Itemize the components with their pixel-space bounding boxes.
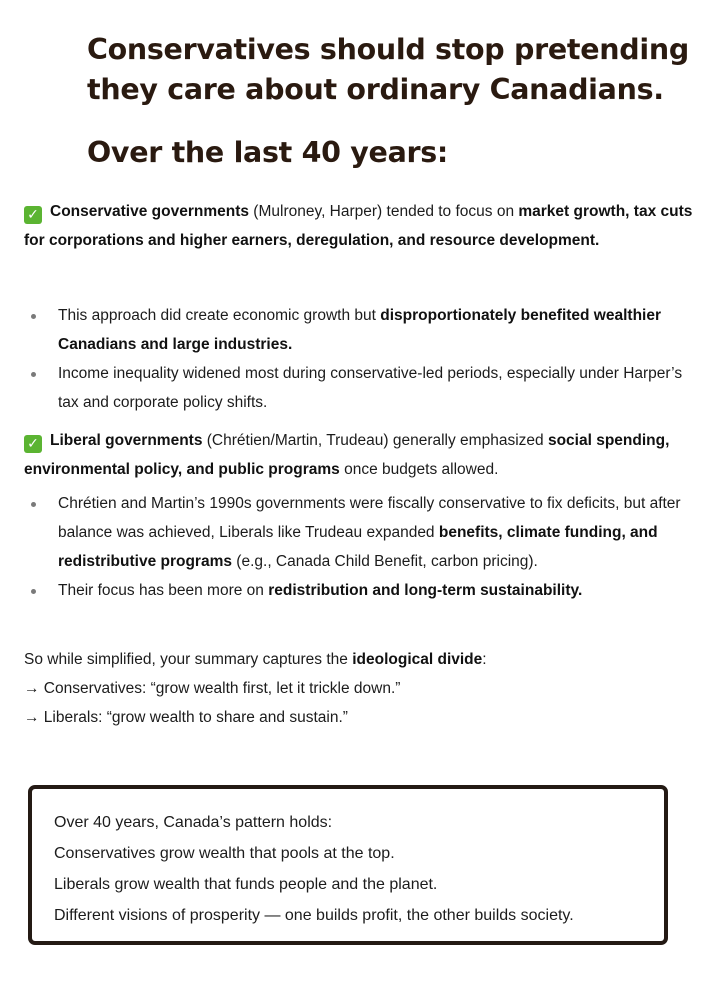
bullet-bold-text: redistribution and long-term sustainability	[268, 582, 578, 599]
liberal-title: Liberal governments	[50, 432, 203, 449]
check-mark-icon: ✓	[24, 435, 42, 453]
liberal-text: (Chrétien/Martin, Trudeau) generally emphasized	[202, 432, 548, 449]
check-mark-icon: ✓	[24, 206, 42, 224]
headline-line-2: they care about ordinary Canadians.	[87, 73, 664, 106]
box-line-4: Different visions of prosperity — one builds profit, the other builds society.	[54, 907, 574, 924]
bullet-tail-text: (e.g., Canada Child Benefit, carbon pricing).	[232, 553, 538, 570]
bullet-icon	[31, 314, 36, 319]
bullet-text: Income inequality widened most during conservative-led periods, especially under Harper’s tax and corporate policy shifts.	[58, 365, 683, 411]
conservative-bold-text: market growth, tax cuts for corporations and higher earners, deregulation, and resource development.	[24, 203, 693, 249]
bullet-bold-text: benefits, climate funding, and redistributive programs	[58, 524, 658, 570]
summary-intro-tail: :	[482, 651, 487, 668]
summary-section	[24, 645, 684, 732]
list-item	[24, 576, 699, 605]
box-line-3: Liberals grow wealth that funds people and the planet.	[54, 876, 438, 893]
list-item	[24, 489, 699, 576]
liberal-text-tail: once budgets allowed.	[339, 461, 499, 478]
conservative-title: Conservative governments	[50, 203, 249, 220]
liberal-paragraph	[24, 426, 699, 484]
summary-intro-bold: ideological divide	[352, 651, 483, 668]
summary-intro-text: So while simplified, your summary captures the	[24, 651, 353, 668]
conservative-bullet-list	[24, 301, 699, 417]
bullet-tail-text: .	[577, 582, 583, 599]
bullet-bold-text: disproportionately benefited wealthier Canadians and large industries.	[58, 307, 661, 353]
box-line-2: Conservatives grow wealth that pools at the top.	[54, 845, 395, 862]
summary-intro	[24, 645, 684, 674]
bullet-icon	[31, 589, 36, 594]
box-line-1: Over 40 years, Canada’s pattern holds:	[54, 814, 333, 831]
conclusion-box	[28, 785, 668, 945]
subheading: Over the last 40 years:	[87, 136, 449, 169]
liberal-bullet-list	[24, 489, 699, 605]
summary-liberals-line: → Liberals: “grow wealth to share and sustain.”	[24, 709, 348, 726]
bullet-icon	[31, 502, 36, 507]
list-item	[24, 359, 699, 417]
liberal-bold-text: social spending, environmental policy, and public programs	[24, 432, 670, 478]
summary-conservatives-line: → Conservatives: “grow wealth first, let it trickle down.”	[24, 680, 401, 697]
bullet-icon	[31, 372, 36, 377]
conservative-text: (Mulroney, Harper) tended to focus on	[249, 203, 519, 220]
bullet-text: This approach did create economic growth but	[58, 307, 381, 324]
headline	[87, 30, 687, 110]
bullet-text: Chrétien and Martin’s 1990s governments were fiscally conservative to fix deficits, but after balance was achieved, Liberals like Trudeau expanded	[58, 495, 681, 541]
conservative-paragraph	[24, 197, 699, 255]
bullet-text: Their focus has been more on	[58, 582, 269, 599]
list-item	[24, 301, 699, 359]
headline-line-1: Conservatives should stop pretending	[87, 33, 689, 66]
